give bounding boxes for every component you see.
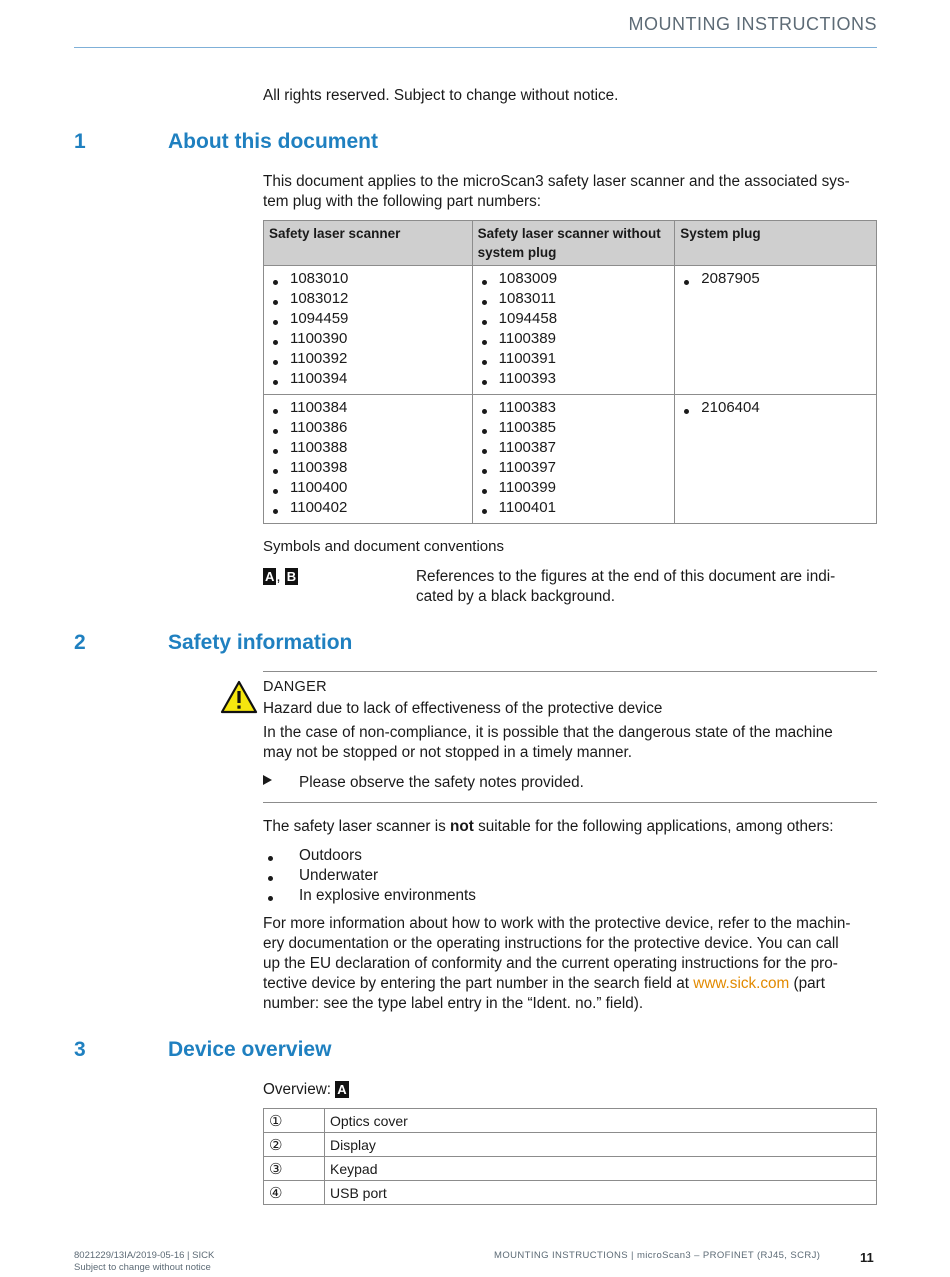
section-2-number: 2 [74, 631, 86, 654]
not-suitable-before: The safety laser scanner is [263, 818, 451, 835]
conventions-text-line2: cated by a black background. [416, 588, 615, 605]
table-cell [472, 395, 675, 524]
table-row [264, 1181, 877, 1205]
list-item: 1094458 [478, 309, 670, 329]
list-item: 1100402 [269, 498, 467, 518]
table-cell [472, 266, 675, 395]
list-item: 1100388 [269, 438, 467, 458]
list-item: 1083010 [269, 269, 467, 289]
not-suitable-emphasis: not [450, 818, 474, 835]
danger-top-rule [263, 671, 877, 672]
section-3-title: Device overview [168, 1038, 332, 1061]
figure-tag-a: A [265, 569, 275, 584]
list-item: 1083009 [478, 269, 670, 289]
list-item: 1100397 [478, 458, 670, 478]
figure-tag-b: B [286, 569, 297, 584]
table-cell [264, 266, 473, 395]
list-item: 1100393 [478, 369, 670, 389]
list-item: 1100385 [478, 418, 670, 438]
list-item: 1100399 [478, 478, 670, 498]
more-info-line1: For more information about how to work with the protective device, refer to the machin- [263, 915, 851, 932]
page-number: 11 [860, 1250, 874, 1265]
overview-label: Overview: [263, 1081, 331, 1098]
footer-doc-id: 8021229/13IA/2019-05-16 | SICK [74, 1250, 215, 1261]
table-row [264, 1157, 877, 1181]
conventions-text-line1: References to the figures at the end of this document are indi- [416, 568, 836, 585]
more-info-line2: ery documentation or the operating instructions for the protective device. You can call [263, 935, 839, 952]
danger-bottom-rule [263, 802, 877, 803]
list-item: 1083011 [478, 289, 670, 309]
item-name: Keypad [325, 1157, 877, 1181]
item-number: ③ [264, 1157, 325, 1181]
figure-tag-group [263, 568, 298, 585]
item-number: ④ [264, 1181, 325, 1205]
danger-text-line1: In the case of non-compliance, it is possible that the dangerous state of the machine [263, 724, 833, 741]
not-suitable-after: suitable for the following applications, among others: [473, 818, 834, 835]
section-3-number: 3 [74, 1038, 86, 1061]
section-2-title: Safety information [168, 631, 353, 654]
danger-text-line2: may not be stopped or not stopped in a timely manner. [263, 744, 633, 761]
bullet-icon [268, 856, 273, 861]
column-header-system-plug: System plug [675, 221, 877, 266]
header-rule [74, 47, 877, 48]
table-row [264, 395, 877, 524]
more-info-line4-before: tective device by entering the part number in the search field at [263, 975, 694, 992]
figure-tag-a: A [337, 1082, 347, 1097]
bullet-icon [268, 896, 273, 901]
sick-website-link[interactable]: www.sick.com [693, 975, 790, 992]
danger-label: DANGER [263, 679, 327, 695]
table-row [264, 1109, 877, 1133]
more-info-line3: up the EU declaration of conformity and the current operating instructions for the pro- [263, 955, 838, 972]
table-cell [675, 395, 877, 524]
table-cell [264, 395, 473, 524]
not-suitable-text [263, 817, 834, 837]
action-arrow-icon [263, 775, 272, 785]
list-item: 2106404 [680, 398, 871, 418]
list-item: 1100383 [478, 398, 670, 418]
running-header: MOUNTING INSTRUCTIONS [628, 14, 877, 34]
list-item: In explosive environments [299, 887, 476, 904]
column-header-scanner-without-plug: Safety laser scanner without system plug [472, 221, 675, 266]
conventions-heading: Symbols and document conventions [263, 538, 504, 555]
list-item: 1100401 [478, 498, 670, 518]
section-1-number: 1 [74, 130, 86, 153]
list-item: 1100387 [478, 438, 670, 458]
list-item: 1100391 [478, 349, 670, 369]
table-cell [675, 266, 877, 395]
list-item: 1100390 [269, 329, 467, 349]
list-item: Underwater [299, 867, 379, 884]
table-header-row [264, 221, 877, 266]
table-row [264, 1133, 877, 1157]
footer-notice: Subject to change without notice [74, 1262, 211, 1273]
list-item: 1100386 [269, 418, 467, 438]
device-overview-table [263, 1108, 877, 1205]
column-header-scanner: Safety laser scanner [264, 221, 473, 266]
more-info-line5: number: see the type label entry in the “Ident. no.” field). [263, 995, 644, 1012]
item-name: Display [325, 1133, 877, 1157]
list-item: 1083012 [269, 289, 467, 309]
list-item: 1100398 [269, 458, 467, 478]
footer-left [74, 1250, 214, 1274]
danger-subtitle: Hazard due to lack of effectiveness of the protective device [263, 700, 663, 717]
warning-triangle-icon [220, 680, 258, 714]
section-1-title: About this document [168, 130, 378, 153]
item-number: ① [264, 1109, 325, 1133]
list-item: 1100384 [269, 398, 467, 418]
list-item: 1100394 [269, 369, 467, 389]
rights-notice: All rights reserved. Subject to change without notice. [263, 87, 619, 104]
more-info-line4 [263, 974, 825, 994]
list-item: 1100389 [478, 329, 670, 349]
item-name: Optics cover [325, 1109, 877, 1133]
list-item: Outdoors [299, 847, 362, 864]
about-intro-line2: tem plug with the following part numbers: [263, 193, 542, 210]
item-number: ② [264, 1133, 325, 1157]
footer-center: MOUNTING INSTRUCTIONS | microScan3 – PROFINET (RJ45, SCRJ) [494, 1250, 821, 1261]
list-item: 1094459 [269, 309, 467, 329]
about-intro-line1: This document applies to the microScan3 safety laser scanner and the associated sys- [263, 173, 850, 190]
table-row [264, 266, 877, 395]
list-item: 2087905 [680, 269, 871, 289]
overview-line [263, 1080, 349, 1100]
list-item: 1100400 [269, 478, 467, 498]
list-item: 1100392 [269, 349, 467, 369]
part-numbers-table [263, 220, 877, 524]
tag-separator: , [276, 568, 281, 585]
bullet-icon [268, 876, 273, 881]
more-info-line4-after: (part [789, 975, 826, 992]
safety-action: Please observe the safety notes provided. [299, 774, 584, 791]
item-name: USB port [325, 1181, 877, 1205]
